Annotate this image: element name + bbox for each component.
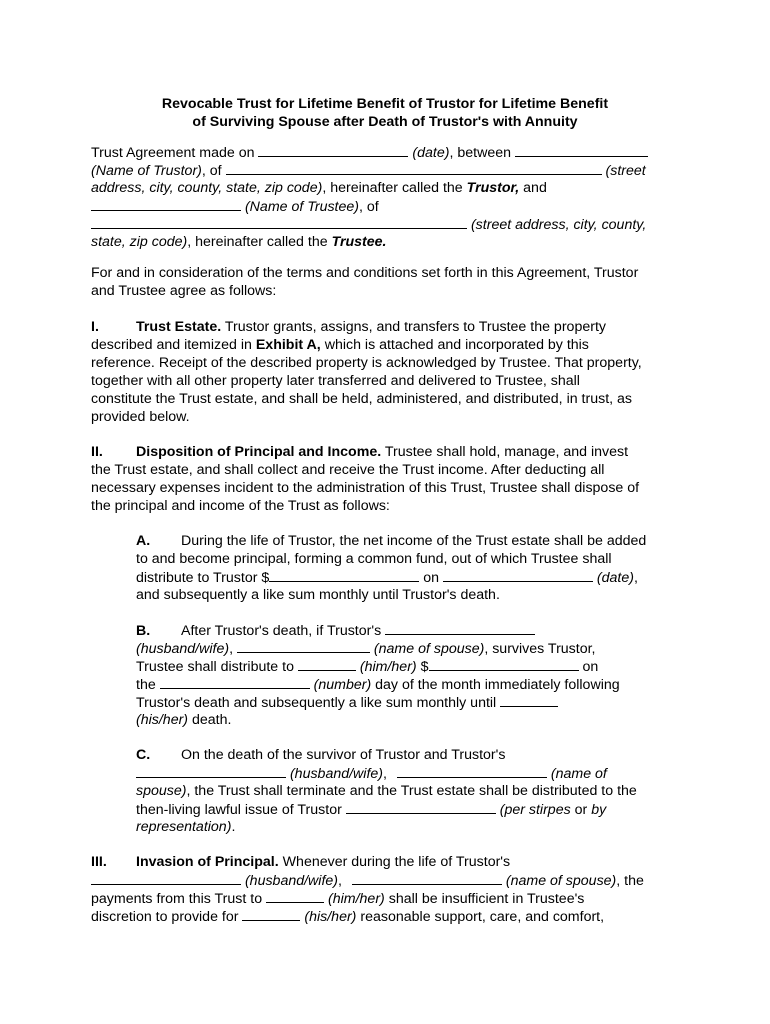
section-2-number: II. bbox=[91, 444, 103, 460]
intro-line-1: Trust Agreement made on (date), between bbox=[91, 143, 648, 162]
him-her-blank[interactable] bbox=[298, 657, 356, 671]
section-2-line-4: the principal and income of the Trust as follows: bbox=[91, 498, 390, 514]
section-3-line-4: discretion to provide for (his/her) reasonable support, care, and comfort, bbox=[91, 909, 605, 925]
section-1-line-1: I. Trust Estate. Trustor grants, assigns, and transfers to Trustee the property bbox=[91, 319, 606, 335]
intro-line-4: (Name of Trustee), of bbox=[91, 197, 379, 216]
payment-date-blank[interactable] bbox=[443, 568, 593, 582]
spouse-name-blank[interactable] bbox=[237, 639, 370, 653]
sub-c-number: C. bbox=[136, 747, 151, 763]
sub-a-number: A. bbox=[136, 533, 151, 549]
section-2-line-1: II. Disposition of Principal and Income. Trustee shall hold, manage, and invest bbox=[91, 444, 629, 460]
exhibit-a-label: Exhibit A, bbox=[255, 337, 321, 353]
sub-a-line-4: and subsequently a like sum monthly until Trustor's death. bbox=[136, 587, 500, 603]
sub-b-line-4: the (number) day of the month immediately following bbox=[136, 677, 620, 693]
sub-b-line-5: Trustor's death and subsequently a like sum monthly until bbox=[136, 693, 558, 712]
sub-c-line-3: spouse), the Trust shall terminate and the Trust estate shall be distributed to the bbox=[136, 783, 637, 799]
document-title bbox=[0, 95, 770, 131]
sub-a-line-2: to and become principal, forming a common fund, out of which Trustee shall bbox=[136, 551, 612, 567]
spouse-name-blank-iii[interactable] bbox=[352, 871, 502, 885]
husband-wife-blank-c[interactable] bbox=[136, 764, 286, 778]
consideration-line-1: For and in consideration of the terms and conditions set forth in this Agreement, Trustor bbox=[91, 265, 639, 281]
section-1-line-5: constitute the Trust estate, and shall be held, administered, and distributed, in trust, as bbox=[91, 391, 633, 407]
day-number-blank[interactable] bbox=[160, 675, 310, 689]
section-1-line-3: reference. Receipt of the described property is acknowledged by Trustee. That property, bbox=[91, 355, 642, 371]
amount-blank[interactable] bbox=[269, 568, 419, 582]
sub-b-line-2: (husband/wife), (name of spouse), survives Trustor, bbox=[136, 641, 596, 657]
section-1-heading: Trust Estate. bbox=[136, 319, 222, 335]
intro-line-2: (Name of Trustor), of (street bbox=[91, 163, 646, 179]
husband-wife-blank-iii[interactable] bbox=[91, 871, 241, 885]
section-3-line-1: III. Invasion of Principal. Whenever during the life of Trustor's bbox=[91, 854, 511, 870]
sub-c-line-4: then-living lawful issue of Trustor (per stirpes or by bbox=[136, 802, 607, 818]
husband-wife-blank[interactable] bbox=[385, 621, 535, 635]
sub-a-line-3: distribute to Trustor $ on (date), bbox=[136, 570, 638, 586]
spouse-amount-blank[interactable] bbox=[429, 657, 579, 671]
sub-a-line-1: A. During the life of Trustor, the net income of the Trust estate shall be added bbox=[136, 533, 647, 549]
section-1-line-2: described and itemized in Exhibit A, which is attached and incorporated by this bbox=[91, 337, 589, 353]
sub-b-line-1: B. After Trustor's death, if Trustor's bbox=[136, 621, 535, 640]
consideration-line-2: and Trustee agree as follows: bbox=[91, 283, 277, 299]
sub-c-line-2: (husband/wife), (name of bbox=[136, 764, 607, 783]
section-3-heading: Invasion of Principal. bbox=[136, 854, 279, 870]
sub-b-number: B. bbox=[136, 623, 151, 639]
section-2-line-2: the Trust estate, and shall collect and receive the Trust income. After deducting all bbox=[91, 462, 605, 478]
section-2-heading: Disposition of Principal and Income. bbox=[136, 444, 382, 460]
intro-line-6: state, zip code), hereinafter called the Trustee. bbox=[91, 234, 387, 250]
date-blank[interactable] bbox=[258, 143, 408, 157]
title-line-2: of Surviving Spouse after Death of Trustor's with Annuity bbox=[192, 114, 578, 130]
trustor-address-blank[interactable] bbox=[226, 161, 602, 175]
him-her-blank-iii[interactable] bbox=[266, 889, 324, 903]
section-1-number: I. bbox=[91, 319, 99, 335]
section-2-line-3: necessary expenses incident to the administration of this Trust, Trustee shall dispose of bbox=[91, 480, 640, 496]
sub-c-line-5: representation). bbox=[136, 819, 236, 835]
issue-blank[interactable] bbox=[346, 800, 496, 814]
sub-b-line-6: (his/her) death. bbox=[136, 712, 232, 728]
trustor-name-blank[interactable] bbox=[515, 143, 648, 157]
section-1-line-4: together with all other property later transferred and delivered to Trustee, shall bbox=[91, 373, 580, 389]
sub-b-line-3: Trustee shall distribute to (him/her) $ on bbox=[136, 659, 599, 675]
section-1-line-6: provided below. bbox=[91, 409, 190, 425]
trustee-name-blank[interactable] bbox=[91, 197, 241, 211]
trustee-address-blank[interactable] bbox=[91, 215, 467, 229]
title-line-1: Revocable Trust for Lifetime Benefit of Trustor for Lifetime Benefit bbox=[161, 96, 609, 112]
sub-c-line-1: C. On the death of the survivor of Trustor and Trustor's bbox=[136, 747, 506, 763]
intro-line-3: address, city, county, state, zip code), hereinafter called the Trustor, and bbox=[91, 180, 547, 196]
his-her-blank-iii[interactable] bbox=[242, 907, 300, 921]
section-3-line-2: (husband/wife), (name of spouse), the bbox=[91, 871, 644, 890]
section-3-line-3: payments from this Trust to (him/her) shall be insufficient in Trustee's bbox=[91, 891, 585, 907]
his-her-blank[interactable] bbox=[500, 693, 558, 707]
intro-line-5: (street address, city, county, bbox=[91, 215, 646, 234]
spouse-name-blank-c[interactable] bbox=[397, 764, 547, 778]
section-3-number: III. bbox=[91, 854, 107, 870]
